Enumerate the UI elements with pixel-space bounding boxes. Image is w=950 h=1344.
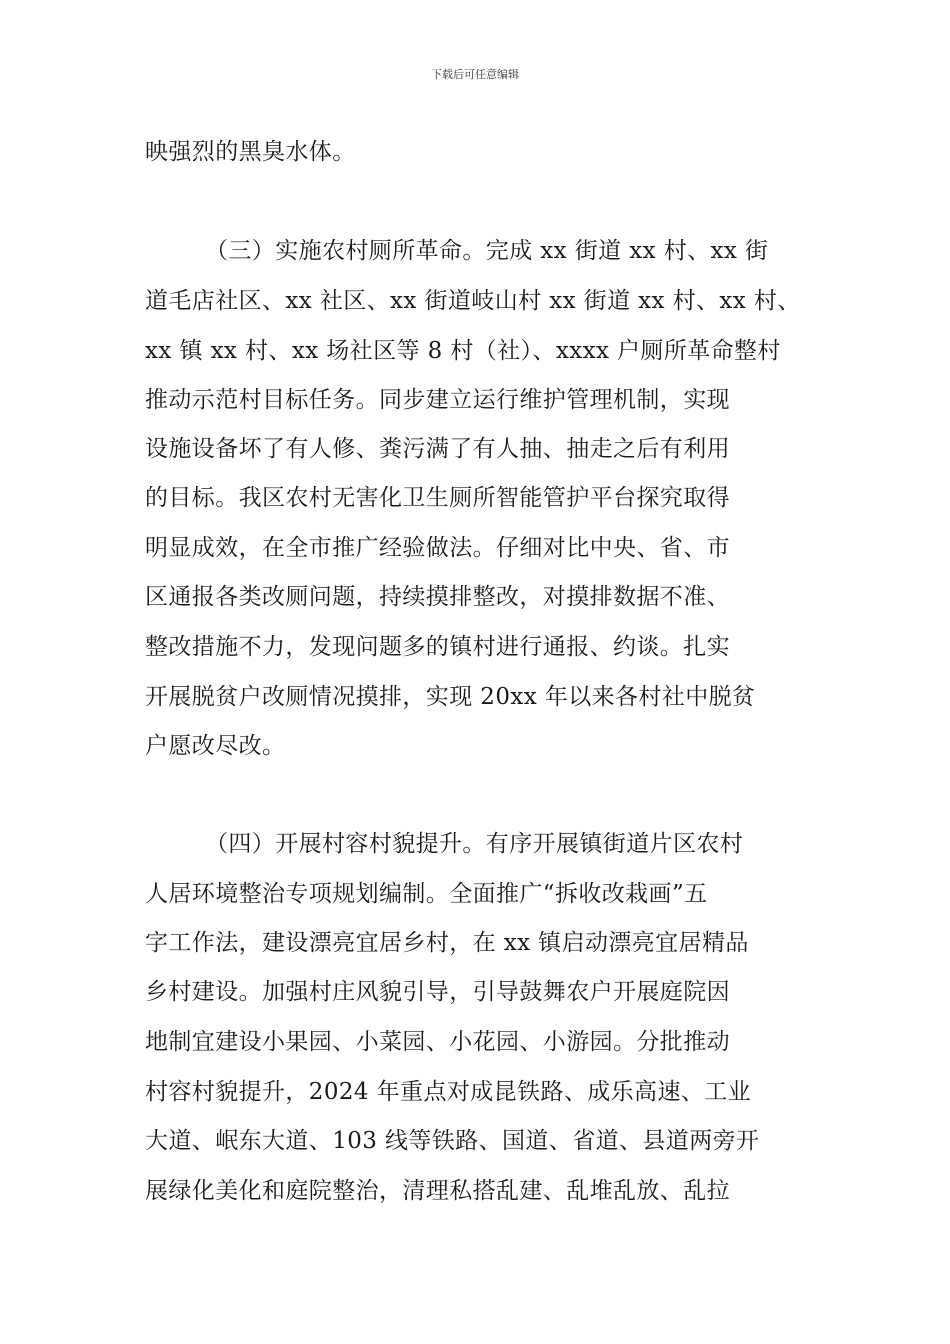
paragraph-3-line-2: 人居环境整治专项规划编制。全面推广“拆收改栽画”五 bbox=[145, 881, 708, 907]
paragraph-2-line-4: 推动示范村目标任务。同步建立运行维护管理机制，实现 bbox=[145, 387, 730, 413]
paragraph-2-line-3: xx 镇 xx 村、xx 场社区等 8 村（社）、xxxx 户厕所革命整村 bbox=[145, 338, 781, 364]
paragraph-1-line-1: 映强烈的黑臭水体。 bbox=[145, 139, 356, 165]
paragraph-3-line-7: 大道、岷东大道、103 线等铁路、国道、省道、县道两旁开 bbox=[145, 1128, 760, 1154]
paragraph-2-line-2: 道毛店社区、xx 社区、xx 街道岐山村 xx 街道 xx 村、xx 村、 bbox=[145, 288, 801, 314]
paragraph-2-line-6: 的目标。我区农村无害化卫生厕所智能管护平台探究取得 bbox=[145, 485, 730, 511]
download-note: 下载后可任意编辑 bbox=[431, 68, 519, 81]
paragraph-2-line-9: 整改措施不力，发现问题多的镇村进行通报、约谈。扎实 bbox=[145, 634, 730, 660]
paragraph-3-line-3: 字工作法，建设漂亮宜居乡村，在 xx 镇启动漂亮宜居精品 bbox=[145, 930, 749, 956]
paragraph-2-line-5: 设施设备坏了有人修、粪污满了有人抽、抽走之后有利用 bbox=[145, 436, 730, 462]
paragraph-3-line-4: 乡村建设。加强村庄风貌引导，引导鼓舞农户开展庭院因 bbox=[145, 979, 730, 1005]
paragraph-2-line-1: （三）实施农村厕所革命。完成 xx 街道 xx 村、xx 街 bbox=[205, 238, 769, 264]
paragraph-3-line-1: （四）开展村容村貌提升。有序开展镇街道片区农村 bbox=[205, 831, 744, 857]
paragraph-3-line-8: 展绿化美化和庭院整治，清理私搭乱建、乱堆乱放、乱拉 bbox=[145, 1178, 730, 1204]
paragraph-2-line-10: 开展脱贫户改厕情况摸排，实现 20xx 年以来各村社中脱贫 bbox=[145, 684, 756, 710]
paragraph-3-line-6: 村容村貌提升，2024 年重点对成昆铁路、成乐高速、工业 bbox=[145, 1079, 752, 1105]
paragraph-3-line-5: 地制宜建设小果园、小菜园、小花园、小游园。分批推动 bbox=[145, 1029, 730, 1055]
paragraph-2-line-11: 户愿改尽改。 bbox=[145, 733, 286, 759]
paragraph-2-line-7: 明显成效，在全市推广经验做法。仔细对比中央、省、市 bbox=[145, 535, 730, 561]
paragraph-2-line-8: 区通报各类改厕问题，持续摸排整改，对摸排数据不准、 bbox=[145, 584, 730, 610]
